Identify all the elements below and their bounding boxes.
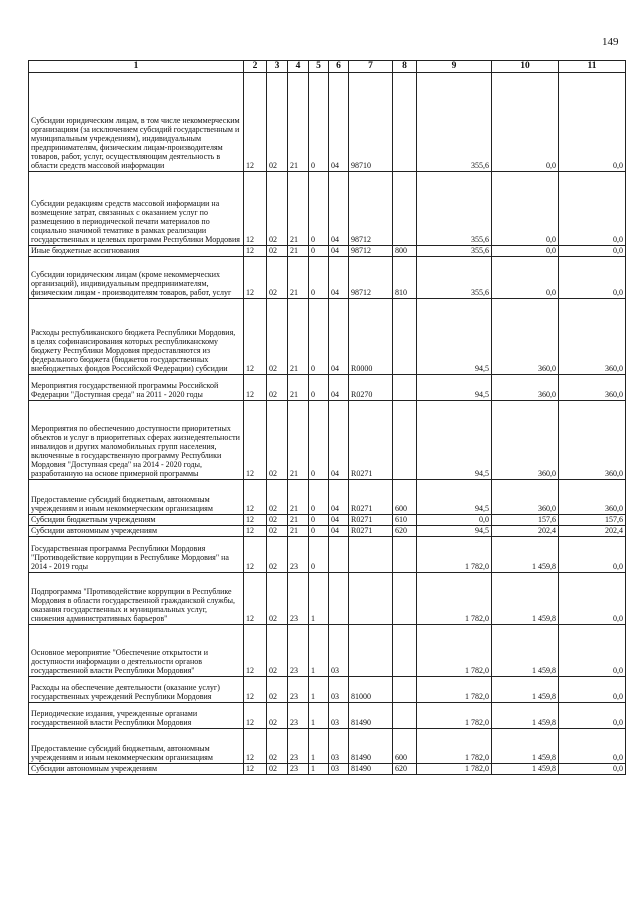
code-cell <box>393 573 417 625</box>
code-cell: 81490 <box>349 703 393 729</box>
code-cell: 02 <box>267 73 288 172</box>
code-cell <box>349 625 393 677</box>
table-row <box>29 401 626 480</box>
amount-cell: 360,0 <box>492 375 559 401</box>
code-cell: 23 <box>288 537 309 573</box>
code-cell: 21 <box>288 480 309 515</box>
row-name-cell: Субсидии юридическим лицам, в том числе некоммерческим организациям (за исключением субсидий государственным и муниципальным учреждениям), индивидуальным предпринимателям, физическим лицам-производителям товаров, работ, услуг, осуществляющим деятельность в области средств массовой информации <box>29 73 244 172</box>
code-cell: 04 <box>329 246 349 257</box>
row-name-cell: Предоставление субсидий бюджетным, автономным учреждениям и иным некоммерческим организациям <box>29 480 244 515</box>
row-name-cell: Субсидии юридическим лицам (кроме некоммерческих организаций), индивидуальным предпринимателям, физическим лицам - производителям товаров, работ, услуг <box>29 257 244 299</box>
code-cell: 23 <box>288 764 309 775</box>
row-name-cell: Субсидии автономным учреждениям <box>29 526 244 537</box>
code-cell <box>393 703 417 729</box>
column-header: 6 <box>329 61 349 73</box>
code-cell: 02 <box>267 729 288 764</box>
code-cell: 03 <box>329 703 349 729</box>
code-cell: 02 <box>267 677 288 703</box>
code-cell: 12 <box>244 246 267 257</box>
code-cell: 12 <box>244 764 267 775</box>
row-name-cell: Периодические издания, учрежденные органами государственной власти Республики Мордовия <box>29 703 244 729</box>
amount-cell: 1 782,0 <box>417 573 492 625</box>
code-cell: 04 <box>329 526 349 537</box>
code-cell: 21 <box>288 401 309 480</box>
code-cell: 03 <box>329 729 349 764</box>
code-cell: 21 <box>288 515 309 526</box>
amount-cell: 0,0 <box>492 246 559 257</box>
code-cell: R0270 <box>349 375 393 401</box>
code-cell: 98710 <box>349 73 393 172</box>
amount-cell: 1 782,0 <box>417 537 492 573</box>
code-cell: 23 <box>288 573 309 625</box>
amount-cell: 157,6 <box>492 515 559 526</box>
amount-cell: 1 459,8 <box>492 573 559 625</box>
code-cell: 02 <box>267 537 288 573</box>
amount-cell: 1 782,0 <box>417 677 492 703</box>
code-cell: 21 <box>288 73 309 172</box>
code-cell: 98712 <box>349 257 393 299</box>
code-cell <box>349 537 393 573</box>
code-cell <box>329 537 349 573</box>
row-name-cell: Предоставление субсидий бюджетным, автономным учреждениям и иным некоммерческим организациям <box>29 729 244 764</box>
code-cell: 21 <box>288 299 309 375</box>
code-cell: 02 <box>267 480 288 515</box>
code-cell: 23 <box>288 677 309 703</box>
table-row <box>29 375 626 401</box>
code-cell: 02 <box>267 515 288 526</box>
page-number: 149 <box>602 36 619 48</box>
code-cell: 23 <box>288 729 309 764</box>
code-cell: 1 <box>309 625 329 677</box>
amount-cell: 0,0 <box>492 73 559 172</box>
code-cell: 12 <box>244 401 267 480</box>
amount-cell: 1 459,8 <box>492 703 559 729</box>
code-cell <box>393 172 417 246</box>
code-cell: 12 <box>244 703 267 729</box>
table-row <box>29 172 626 246</box>
column-header: 4 <box>288 61 309 73</box>
code-cell <box>393 73 417 172</box>
amount-cell: 1 782,0 <box>417 625 492 677</box>
amount-cell: 1 459,8 <box>492 764 559 775</box>
table-row <box>29 526 626 537</box>
code-cell: 0 <box>309 73 329 172</box>
amount-cell: 0,0 <box>559 257 626 299</box>
amount-cell: 0,0 <box>559 703 626 729</box>
column-header: 5 <box>309 61 329 73</box>
code-cell: 12 <box>244 257 267 299</box>
code-cell: 810 <box>393 257 417 299</box>
row-name-cell: Субсидии бюджетным учреждениям <box>29 515 244 526</box>
column-header: 7 <box>349 61 393 73</box>
code-cell: 12 <box>244 515 267 526</box>
table-row <box>29 573 626 625</box>
row-name-cell: Подпрограмма "Противодействие коррупции в Республике Мордовия в области государственной гражданской службы, оказания государственных и муниципальных услуг, снижения административных барьеров" <box>29 573 244 625</box>
amount-cell: 0,0 <box>417 515 492 526</box>
code-cell: 12 <box>244 625 267 677</box>
amount-cell: 1 459,8 <box>492 729 559 764</box>
amount-cell: 202,4 <box>559 526 626 537</box>
code-cell: 0 <box>309 480 329 515</box>
amount-cell: 1 782,0 <box>417 703 492 729</box>
code-cell: 04 <box>329 401 349 480</box>
amount-cell: 0,0 <box>559 246 626 257</box>
code-cell: 21 <box>288 172 309 246</box>
code-cell: 04 <box>329 257 349 299</box>
amount-cell: 360,0 <box>559 401 626 480</box>
amount-cell: 94,5 <box>417 299 492 375</box>
code-cell: 1 <box>309 764 329 775</box>
code-cell: 0 <box>309 375 329 401</box>
code-cell <box>393 375 417 401</box>
code-cell: 0 <box>309 401 329 480</box>
code-cell: 12 <box>244 172 267 246</box>
table-row <box>29 73 626 172</box>
row-name-cell: Субсидии редакциям средств массовой информации на возмещение затрат, связанных с оказанием услуг по размещению в периодической печати материалов по социально значимой тематике в рамках реализации государственных и целевых программ Республики Мордовия <box>29 172 244 246</box>
code-cell: 23 <box>288 625 309 677</box>
code-cell <box>393 299 417 375</box>
column-header: 8 <box>393 61 417 73</box>
code-cell: 98712 <box>349 172 393 246</box>
code-cell: 1 <box>309 703 329 729</box>
amount-cell: 157,6 <box>559 515 626 526</box>
column-header: 10 <box>492 61 559 73</box>
code-cell: 02 <box>267 625 288 677</box>
table-row <box>29 729 626 764</box>
row-name-cell: Расходы на обеспечение деятельности (оказание услуг) государственных учреждений Республики Мордовия <box>29 677 244 703</box>
code-cell <box>393 401 417 480</box>
code-cell: 21 <box>288 526 309 537</box>
table-row <box>29 537 626 573</box>
code-cell: 12 <box>244 480 267 515</box>
code-cell: 02 <box>267 526 288 537</box>
code-cell: 03 <box>329 625 349 677</box>
code-cell: 02 <box>267 299 288 375</box>
code-cell: 02 <box>267 573 288 625</box>
amount-cell: 94,5 <box>417 401 492 480</box>
amount-cell: 0,0 <box>492 172 559 246</box>
row-name-cell: Мероприятия по обеспечению доступности приоритетных объектов и услуг в приоритетных сферах жизнедеятельности инвалидов и других маломобильных групп населения, включенные в государственную программу Республики Мордовия "Доступная среда" на 2014 - 2020 годы, разработанную на основе примерной программы <box>29 401 244 480</box>
table-row <box>29 257 626 299</box>
code-cell: 12 <box>244 375 267 401</box>
table-row <box>29 625 626 677</box>
row-name-cell: Мероприятия государственной программы Российской Федерации "Доступная среда" на 2011 - 2020 годы <box>29 375 244 401</box>
table-row <box>29 246 626 257</box>
code-cell: 600 <box>393 729 417 764</box>
amount-cell: 360,0 <box>492 480 559 515</box>
table-row <box>29 677 626 703</box>
amount-cell: 1 782,0 <box>417 764 492 775</box>
code-cell: R0271 <box>349 515 393 526</box>
code-cell: R0271 <box>349 526 393 537</box>
column-header: 11 <box>559 61 626 73</box>
amount-cell: 355,6 <box>417 246 492 257</box>
amount-cell: 0,0 <box>559 537 626 573</box>
table-row <box>29 703 626 729</box>
code-cell: 12 <box>244 677 267 703</box>
code-cell: 02 <box>267 257 288 299</box>
code-cell: 0 <box>309 257 329 299</box>
code-cell: 1 <box>309 677 329 703</box>
amount-cell: 0,0 <box>492 257 559 299</box>
code-cell: 02 <box>267 172 288 246</box>
code-cell: 81490 <box>349 764 393 775</box>
code-cell: 600 <box>393 480 417 515</box>
code-cell: 23 <box>288 703 309 729</box>
code-cell: 0 <box>309 537 329 573</box>
table-row <box>29 515 626 526</box>
code-cell <box>349 573 393 625</box>
code-cell: 0 <box>309 172 329 246</box>
code-cell: 98712 <box>349 246 393 257</box>
code-cell: 04 <box>329 480 349 515</box>
amount-cell: 94,5 <box>417 526 492 537</box>
code-cell: 0 <box>309 526 329 537</box>
table-header-row <box>29 61 626 73</box>
amount-cell: 360,0 <box>559 375 626 401</box>
amount-cell: 0,0 <box>559 172 626 246</box>
column-header: 3 <box>267 61 288 73</box>
code-cell <box>329 573 349 625</box>
code-cell: 04 <box>329 299 349 375</box>
amount-cell: 360,0 <box>492 299 559 375</box>
code-cell: 02 <box>267 246 288 257</box>
code-cell: 02 <box>267 764 288 775</box>
code-cell: R0271 <box>349 480 393 515</box>
amount-cell: 1 782,0 <box>417 729 492 764</box>
column-header: 9 <box>417 61 492 73</box>
amount-cell: 0,0 <box>559 625 626 677</box>
code-cell: 0 <box>309 299 329 375</box>
code-cell: 21 <box>288 375 309 401</box>
code-cell: 03 <box>329 764 349 775</box>
code-cell: 12 <box>244 73 267 172</box>
budget-table <box>28 60 626 775</box>
code-cell: 620 <box>393 764 417 775</box>
code-cell: 12 <box>244 526 267 537</box>
amount-cell: 1 459,8 <box>492 537 559 573</box>
amount-cell: 360,0 <box>559 480 626 515</box>
amount-cell: 0,0 <box>559 729 626 764</box>
amount-cell: 1 459,8 <box>492 677 559 703</box>
row-name-cell: Субсидии автономным учреждениям <box>29 764 244 775</box>
code-cell: 1 <box>309 729 329 764</box>
code-cell: 04 <box>329 515 349 526</box>
code-cell: 04 <box>329 375 349 401</box>
table-row <box>29 480 626 515</box>
code-cell: 04 <box>329 73 349 172</box>
code-cell: 0 <box>309 515 329 526</box>
code-cell: 02 <box>267 401 288 480</box>
amount-cell: 94,5 <box>417 375 492 401</box>
code-cell: 0 <box>309 246 329 257</box>
code-cell: 03 <box>329 677 349 703</box>
code-cell: 12 <box>244 299 267 375</box>
column-header: 1 <box>29 61 244 73</box>
amount-cell: 0,0 <box>559 73 626 172</box>
amount-cell: 0,0 <box>559 573 626 625</box>
code-cell: 81490 <box>349 729 393 764</box>
column-header: 2 <box>244 61 267 73</box>
amount-cell: 355,6 <box>417 73 492 172</box>
amount-cell: 355,6 <box>417 172 492 246</box>
code-cell: 21 <box>288 257 309 299</box>
row-name-cell: Основное мероприятие "Обеспечение открытости и доступности информации о деятельности органов государственной власти Республики Мордовия" <box>29 625 244 677</box>
code-cell: R0271 <box>349 401 393 480</box>
code-cell: 800 <box>393 246 417 257</box>
row-name-cell: Расходы республиканского бюджета Республики Мордовия, в целях софинансирования которых республиканскому бюджету Республики Мордовия предоставляются из федерального бюджета (бюджетов государственных внебюджетных фондов Российской Федерации) субсидии <box>29 299 244 375</box>
amount-cell: 1 459,8 <box>492 625 559 677</box>
amount-cell: 94,5 <box>417 480 492 515</box>
code-cell: 1 <box>309 573 329 625</box>
code-cell: 04 <box>329 172 349 246</box>
code-cell: 12 <box>244 573 267 625</box>
amount-cell: 202,4 <box>492 526 559 537</box>
code-cell <box>393 677 417 703</box>
code-cell: 21 <box>288 246 309 257</box>
amount-cell: 360,0 <box>492 401 559 480</box>
row-name-cell: Государственная программа Республики Мордовия "Противодействие коррупции в Республике Мордовия" на 2014 - 2019 годы <box>29 537 244 573</box>
amount-cell: 355,6 <box>417 257 492 299</box>
table-row <box>29 299 626 375</box>
row-name-cell: Иные бюджетные ассигнования <box>29 246 244 257</box>
code-cell <box>393 625 417 677</box>
code-cell: 610 <box>393 515 417 526</box>
code-cell <box>393 537 417 573</box>
code-cell: 12 <box>244 537 267 573</box>
code-cell: 02 <box>267 375 288 401</box>
amount-cell: 0,0 <box>559 677 626 703</box>
code-cell: R0000 <box>349 299 393 375</box>
table-row <box>29 764 626 775</box>
code-cell: 02 <box>267 703 288 729</box>
code-cell: 12 <box>244 729 267 764</box>
amount-cell: 360,0 <box>559 299 626 375</box>
code-cell: 620 <box>393 526 417 537</box>
code-cell: 81000 <box>349 677 393 703</box>
amount-cell: 0,0 <box>559 764 626 775</box>
